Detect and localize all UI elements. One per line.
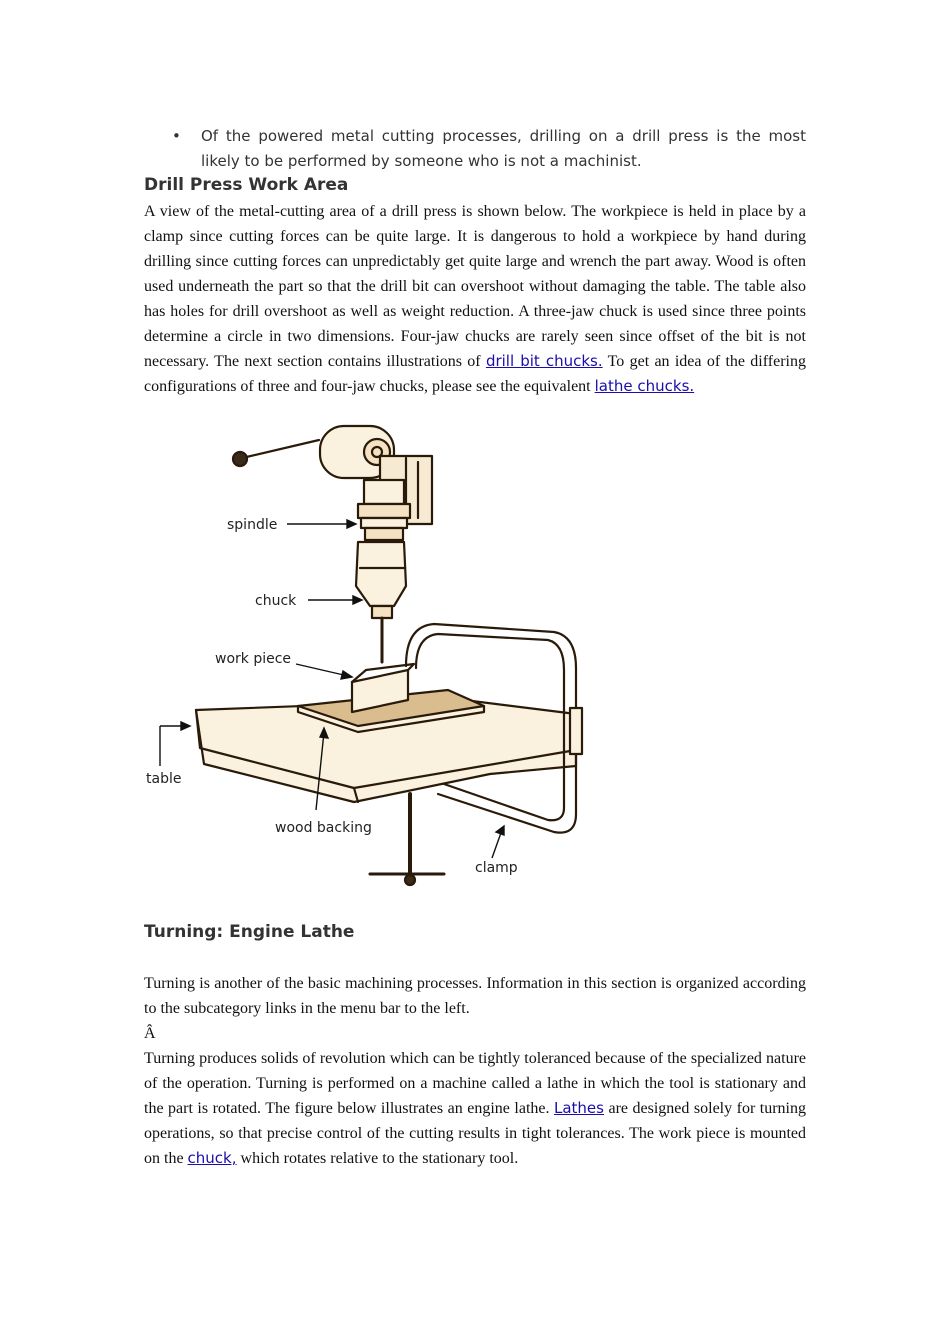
stray-character: Â [144,1025,156,1042]
paragraph-text: Turning produces solids of revolution which can be tightly toleranced because of the specialized nature of the operation. Turning is performed on a machine called a lathe in which the tool is stationary and the part is rotated. The figure below illustrates an engine lathe. [144,1050,806,1117]
label-clamp: clamp [475,860,518,876]
label-work-piece: work piece [215,651,292,667]
feed-handle [242,440,319,458]
handle-knob-icon [233,452,247,466]
paragraph-text: are designed solely for turning operations, so that precise control of the cutting results in tight tolerances. The work piece is mounted on the [144,1100,806,1167]
bullet-list [144,124,806,174]
drill-press-figure [144,418,594,890]
label-table: table [146,771,182,787]
paragraph-text: A view of the metal-cutting area of a drill press is shown below. The workpiece is held in place by a clamp since cutting forces can be quite large. It is dangerous to hold a workpiece by hand during drilling since cutting forces can unpredictably get quite large and wrench the part away. Wood is often used underneath the part so that the drill bit can overshoot without damaging the table. The table also has holes for drill overshoot as well as weight reduction. A three-jaw chuck is used since three points determine a circle in two dimensions. Four-jaw chucks are rarely seen since offset of the bit is not necessary. The next section contains illustrations of [144,203,806,370]
list-item [144,124,806,174]
bullet-dot-icon: • [172,127,181,145]
section-heading-drill-press: Drill Press Work Area [144,175,349,195]
turning-paragraph-1: Turning is another of the basic machining processes. Information in this section is organized according to the subcategory links in the menu bar to the left. [144,975,806,1017]
label-chuck: chuck [255,593,297,609]
chuck-link[interactable]: chuck, [187,1149,237,1167]
paragraph-text: To get an idea of the differing configurations of three and four-jaw chucks, please see the equivalent [144,353,806,395]
drill-press-paragraph [144,199,806,399]
chuck-body [356,542,406,606]
bullet-text: Of the powered metal cutting processes, drilling on a drill press is the most likely to be performed by someone who is not a machinist. [201,127,806,170]
section-heading-turning: Turning: Engine Lathe [144,922,355,942]
lathes-link[interactable]: Lathes [554,1099,604,1117]
turning-paragraph-2 [144,1046,806,1171]
paragraph-text: which rotates relative to the stationary tool. [236,1150,519,1167]
label-spindle: spindle [227,517,278,533]
lathe-chucks-link[interactable]: lathe chucks. [594,377,695,395]
drill-press-illustration [144,418,594,890]
drill-bit-chucks-link[interactable]: drill bit chucks. [485,352,603,370]
label-wood-backing: wood backing [275,820,372,836]
